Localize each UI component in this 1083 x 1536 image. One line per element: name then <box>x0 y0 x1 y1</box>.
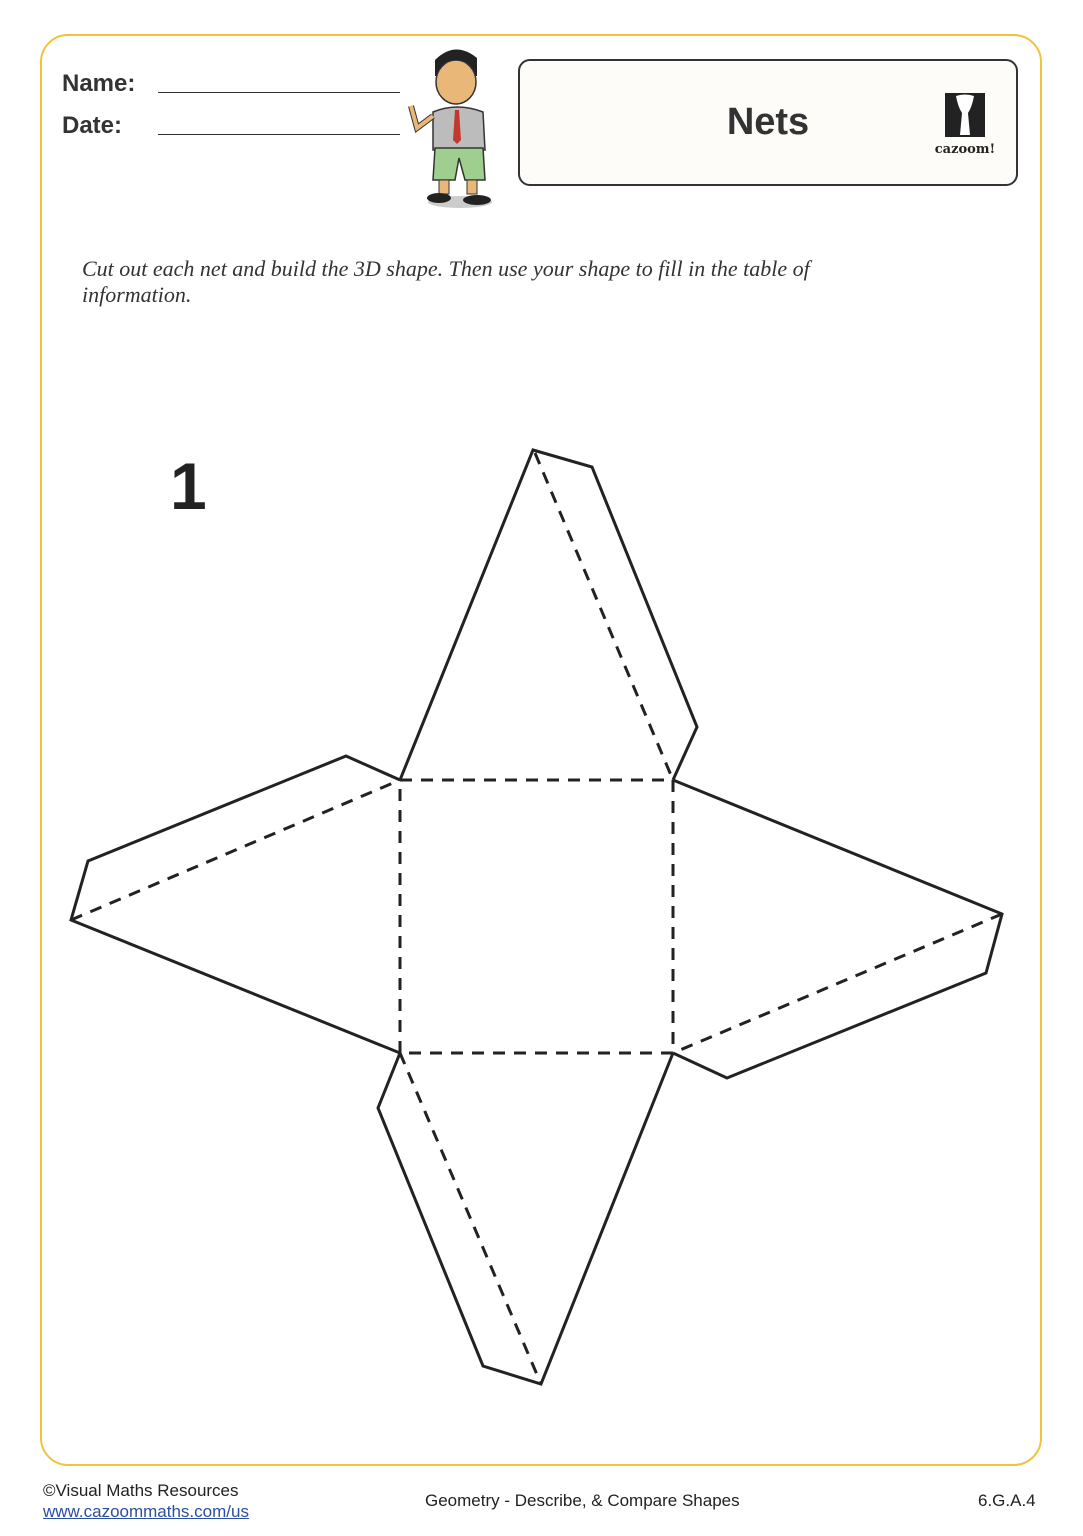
page-title: Nets <box>726 101 810 143</box>
net-bottom-face <box>378 1053 673 1384</box>
footer-standard: 6.G.A.4 <box>978 1491 1036 1510</box>
question-number: 1 <box>170 449 207 523</box>
name-label: Name: <box>62 70 136 97</box>
footer-url-link[interactable]: www.cazoommaths.com/us <box>43 1502 249 1521</box>
footer-topic: Geometry - Describe, & Compare Shapes <box>425 1491 740 1510</box>
footer-copyright: ©Visual Maths Resources <box>43 1481 239 1500</box>
net-base-square <box>400 780 673 1053</box>
date-label: Date: <box>62 112 123 139</box>
instructions: Cut out each net and build the 3D shape. Then use your shape to fill in the table of information. <box>82 256 810 307</box>
logo-text: cazoom! <box>934 142 996 157</box>
